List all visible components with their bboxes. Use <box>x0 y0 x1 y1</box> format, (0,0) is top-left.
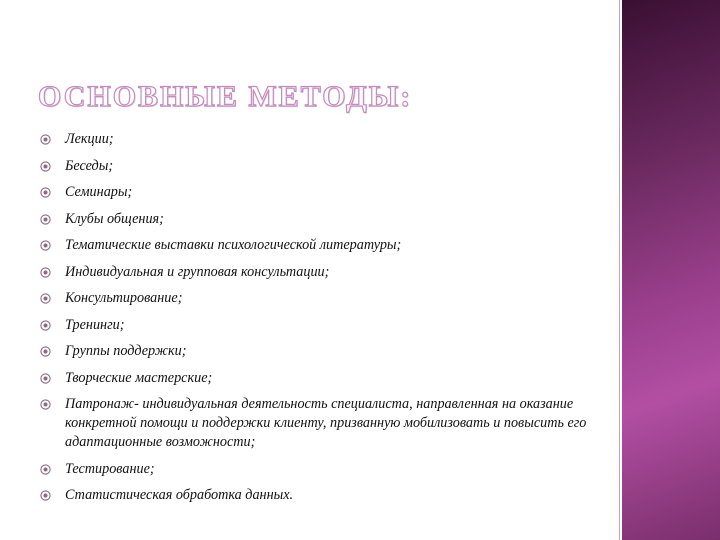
list-item-text: Тренинги; <box>65 316 125 333</box>
list-item-text: Тестирование; <box>65 460 155 477</box>
methods-list <box>40 130 600 513</box>
target-bullet-icon <box>40 293 51 304</box>
list-item <box>40 210 600 229</box>
target-bullet-icon <box>40 134 51 145</box>
list-item <box>40 460 600 479</box>
target-bullet-icon <box>40 161 51 172</box>
decorative-side-band <box>622 0 720 540</box>
target-bullet-icon <box>40 346 51 357</box>
list-item-text: Статистическая обработка данных. <box>65 487 294 503</box>
list-item <box>40 486 600 505</box>
target-bullet-icon <box>40 214 51 225</box>
slide-title: ОСНОВНЫЕ МЕТОДЫ: <box>38 80 413 113</box>
list-item <box>40 395 600 452</box>
list-item-text: Творческие мастерские; <box>65 369 213 386</box>
side-divider-line <box>619 0 620 540</box>
target-bullet-icon <box>40 464 51 475</box>
list-item <box>40 342 600 361</box>
target-bullet-icon <box>40 267 51 278</box>
list-item-text: Индивидуальная и групповая консультации; <box>65 263 330 280</box>
target-bullet-icon <box>40 399 51 410</box>
list-item <box>40 369 600 388</box>
list-item <box>40 236 600 255</box>
list-item <box>40 263 600 282</box>
list-item-text: Консультирование; <box>65 290 183 306</box>
target-bullet-icon <box>40 373 51 384</box>
target-bullet-icon <box>40 187 51 198</box>
list-item <box>40 316 600 335</box>
target-bullet-icon <box>40 490 51 501</box>
list-item-text: Лекции; <box>65 131 114 147</box>
list-item <box>40 157 600 176</box>
list-item <box>40 289 600 308</box>
target-bullet-icon <box>40 240 51 251</box>
list-item-text: Клубы общения; <box>65 210 164 227</box>
target-bullet-icon <box>40 320 51 331</box>
list-item-text: Беседы; <box>65 157 114 174</box>
list-item <box>40 183 600 202</box>
list-item-text: Группы поддержки; <box>65 343 187 359</box>
list-item <box>40 130 600 149</box>
list-item-text: Семинары; <box>65 184 133 200</box>
list-item-text: Патронаж- индивидуальная деятельность специалиста, направленная на оказание конкретной помощи и поддержки клиенту, призванную мобилизовать и повысить его адаптационные возможности; <box>65 396 587 450</box>
list-item-text: Тематические выставки психологической литературы; <box>65 237 402 253</box>
